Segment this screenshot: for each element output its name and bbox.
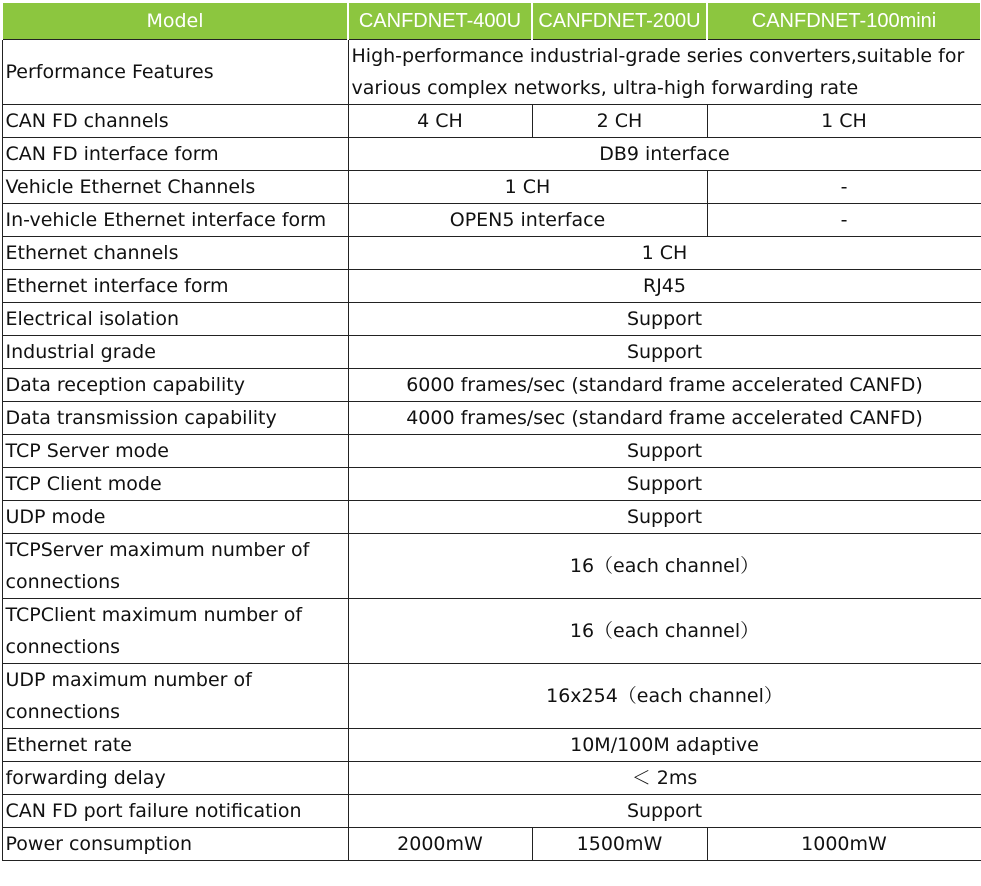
row-value: RJ45	[348, 270, 981, 303]
table-row	[2, 237, 981, 270]
value-400u-200u: 1 CH	[348, 171, 707, 204]
table-row	[2, 828, 981, 861]
table-row	[2, 664, 981, 729]
row-label: TCP Server mode	[2, 435, 348, 468]
table-row	[2, 40, 981, 105]
spec-table	[1, 2, 981, 861]
row-label: CAN FD port failure notification	[2, 795, 348, 828]
value-400u: 4 CH	[348, 105, 532, 138]
row-value: 16（each channel）	[348, 534, 981, 599]
table-row	[2, 729, 981, 762]
row-label: TCPClient maximum number of connections	[2, 599, 348, 664]
value-200u: 2 CH	[532, 105, 707, 138]
row-label: Electrical isolation	[2, 303, 348, 336]
table-row	[2, 270, 981, 303]
row-label: Data reception capability	[2, 369, 348, 402]
row-value: 1 CH	[348, 237, 981, 270]
row-label: Power consumption	[2, 828, 348, 861]
row-label: Data transmission capability	[2, 402, 348, 435]
model-200u-header: CANFDNET-200U	[532, 3, 707, 40]
value-400u-200u: OPEN5 interface	[348, 204, 707, 237]
row-value: 6000 frames/sec (standard frame accelerated CANFD)	[348, 369, 981, 402]
row-label: UDP mode	[2, 501, 348, 534]
table-row	[2, 599, 981, 664]
row-value: Support	[348, 435, 981, 468]
table-row	[2, 501, 981, 534]
table-row	[2, 369, 981, 402]
header-row	[2, 3, 981, 40]
value-100mini: 1000mW	[707, 828, 981, 861]
row-label: CAN FD channels	[2, 105, 348, 138]
table-row	[2, 468, 981, 501]
table-row	[2, 402, 981, 435]
value-200u: 1500mW	[532, 828, 707, 861]
row-label: Ethernet rate	[2, 729, 348, 762]
value-100mini: 1 CH	[707, 105, 981, 138]
table-row	[2, 204, 981, 237]
table-row	[2, 534, 981, 599]
table-row	[2, 435, 981, 468]
row-label: Industrial grade	[2, 336, 348, 369]
row-label: TCP Client mode	[2, 468, 348, 501]
model-header: Model	[2, 3, 348, 40]
table-row	[2, 336, 981, 369]
table-row	[2, 105, 981, 138]
row-label: CAN FD interface form	[2, 138, 348, 171]
table-row	[2, 762, 981, 795]
row-value: Support	[348, 303, 981, 336]
row-label: Ethernet interface form	[2, 270, 348, 303]
table-row	[2, 303, 981, 336]
value-100mini: -	[707, 204, 981, 237]
row-value: ＜ 2ms	[348, 762, 981, 795]
row-label: Performance Features	[2, 40, 348, 105]
row-value: Support	[348, 336, 981, 369]
table-row	[2, 171, 981, 204]
row-label: TCPServer maximum number of connections	[2, 534, 348, 599]
row-label: Vehicle Ethernet Channels	[2, 171, 348, 204]
row-value: 10M/100M adaptive	[348, 729, 981, 762]
row-value: 16（each channel）	[348, 599, 981, 664]
row-value: High-performance industrial-grade series converters,suitable for various complex networks, ultra-high forwarding rate	[348, 40, 981, 105]
row-value: Support	[348, 501, 981, 534]
row-value: Support	[348, 795, 981, 828]
model-100mini-header: CANFDNET-100mini	[707, 3, 981, 40]
row-label: In-vehicle Ethernet interface form	[2, 204, 348, 237]
row-value: 4000 frames/sec (standard frame accelerated CANFD)	[348, 402, 981, 435]
model-400u-header: CANFDNET-400U	[348, 3, 532, 40]
value-100mini: -	[707, 171, 981, 204]
row-label: Ethernet channels	[2, 237, 348, 270]
table-row	[2, 138, 981, 171]
row-value: Support	[348, 468, 981, 501]
table-row	[2, 795, 981, 828]
value-400u: 2000mW	[348, 828, 532, 861]
row-value: 16x254（each channel）	[348, 664, 981, 729]
row-value: DB9 interface	[348, 138, 981, 171]
row-label: UDP maximum number of connections	[2, 664, 348, 729]
row-label: forwarding delay	[2, 762, 348, 795]
